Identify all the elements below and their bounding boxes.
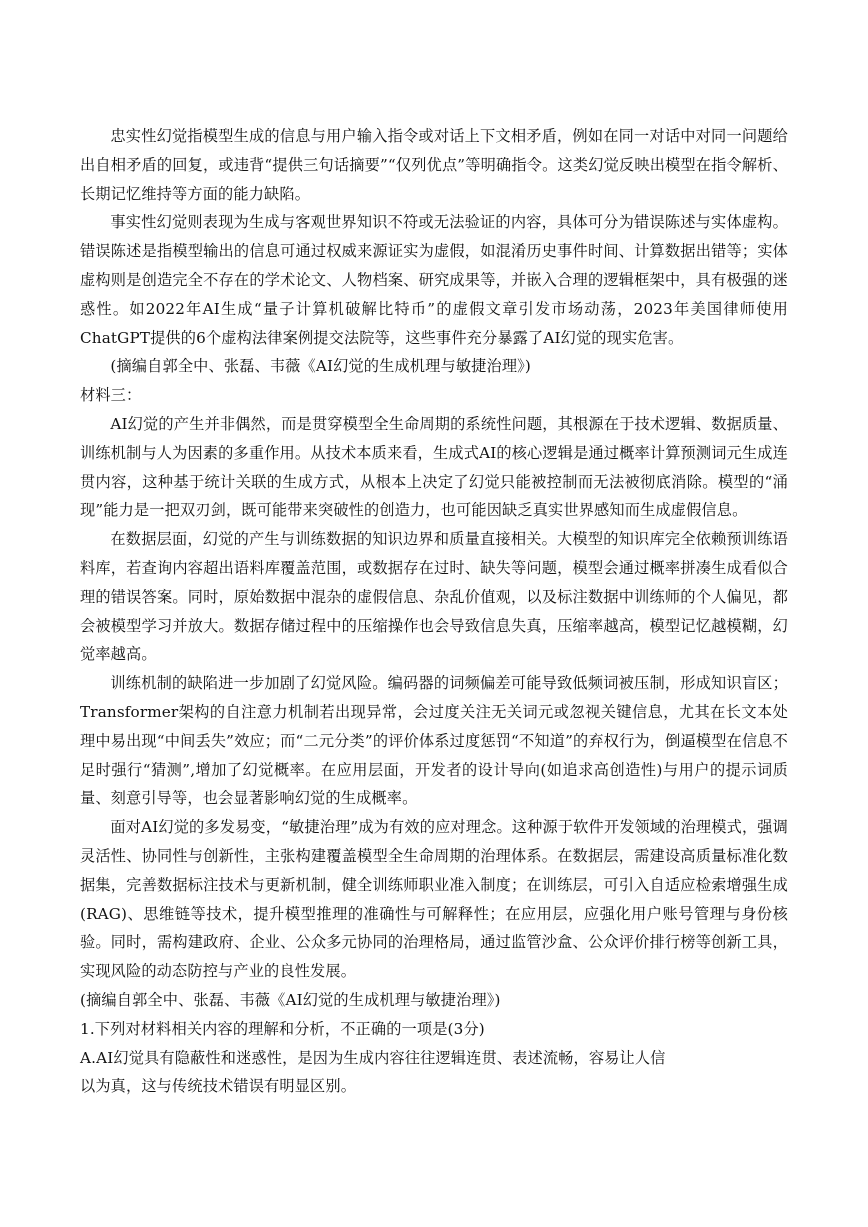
material-3-heading: 材料三：: [80, 386, 142, 405]
paragraph-root-causes: AI幻觉的产生并非偶然，而是贯穿模型全生命周期的系统性问题，其根源在于技术逻辑、数据质量、训练机制与人为因素的多重作用。从技术本质来看，生成式AI的核心逻辑是通过概率计算预测词元生成连贯内容，这种基于统计关联的生成方式，从根本上决定了幻觉只能被控制而无法被彻底消除。模型的“涌现”能力是一把双刃剑，既可能带来突破性的创造力，也可能因缺乏真实世界感知而生成虚假信息。: [80, 414, 788, 520]
citation-source-2: (摘编自郭全中、张磊、韦薇《AI幻觉的生成机理与敏捷治理》): [80, 990, 501, 1009]
paragraph-training-mechanism: 训练机制的缺陷进一步加剧了幻觉风险。编码器的词频偏差可能导致低频词被压制，形成知识盲区；Transformer架构的自注意力机制若出现异常，会过度关注无关词元或忽视关键信息，尤其在长文本处理中易出现“中间丢失”效应；而“二元分类”的评价体系过度惩罚“不知道”的弃权行为，倒逼模型在信息不足时强行“猜测”,增加了幻觉概率。在应用层面，开发者的设计导向(如追求高创造性)与用户的提示词质量、刻意引导等，也会显著影响幻觉的生成概率。: [80, 674, 788, 808]
document-page: [80, 122, 788, 1101]
question-1: 1.下列对材料相关内容的理解和分析，不正确的一项是(3分): [80, 1019, 485, 1038]
paragraph-faithfulness-hallucination: 忠实性幻觉指模型生成的信息与用户输入指令或对话上下文相矛盾，例如在同一对话中对同一问题给出自相矛盾的回复，或违背“提供三句话摘要”“仅列优点”等明确指令。这类幻觉反映出模型在指令解析、长期记忆维持等方面的能力缺陷。: [80, 127, 788, 203]
paragraph-data-level: 在数据层面，幻觉的产生与训练数据的知识边界和质量直接相关。大模型的知识库完全依赖预训练语料库，若查询内容超出语料库覆盖范围，或数据存在过时、缺失等问题，模型会通过概率拼凑生成看似合理的错误答案。同时，原始数据中混杂的虚假信息、杂乱价值观，以及标注数据中训练师的个人偏见，都会被模型学习并放大。数据存储过程中的压缩操作也会导致信息失真，压缩率越高，模型记忆越模糊，幻觉率越高。: [80, 530, 788, 664]
paragraph-factual-hallucination: 事实性幻觉则表现为生成与客观世界知识不符或无法验证的内容，具体可分为错误陈述与实体虚构。错误陈述是指模型输出的信息可通过权威来源证实为虚假，如混淆历史事件时间、计算数据出错等；实体虚构则是创造完全不存在的学术论文、人物档案、研究成果等，并嵌入合理的逻辑框架中，具有极强的迷惑性。如2022年AI生成“量子计算机破解比特币”的虚假文章引发市场动荡，2023年美国律师使用ChatGPT提供的6个虚构法律案例提交法院等，这些事件充分暴露了AI幻觉的现实危害。: [80, 213, 788, 347]
paragraph-agile-governance: 面对AI幻觉的多发易变，“敏捷治理”成为有效的应对理念。这种源于软件开发领域的治理模式，强调灵活性、协同性与创新性，主张构建覆盖模型全生命周期的治理体系。在数据层，需建设高质量标准化数据集，完善数据标注技术与更新机制，健全训练师职业准入制度；在训练层，可引入自适应检索增强生成(RAG)、思维链等技术，提升模型推理的准确性与可解释性；在应用层，应强化用户账号管理与身份核验。同时，需构建政府、企业、公众多元协同的治理格局，通过监管沙盒、公众评价排行榜等创新工具，实现风险的动态防控与产业的良性发展。: [80, 818, 788, 981]
citation-source-1: (摘编自郭全中、张磊、韦薇《AI幻觉的生成机理与敏捷治理》): [110, 357, 531, 376]
question-1-option-a: A.AI幻觉具有隐蔽性和迷惑性，是因为生成内容往往逻辑连贯、表述流畅，容易让人信以为真，这与传统技术错误有明显区别。: [80, 1048, 666, 1096]
